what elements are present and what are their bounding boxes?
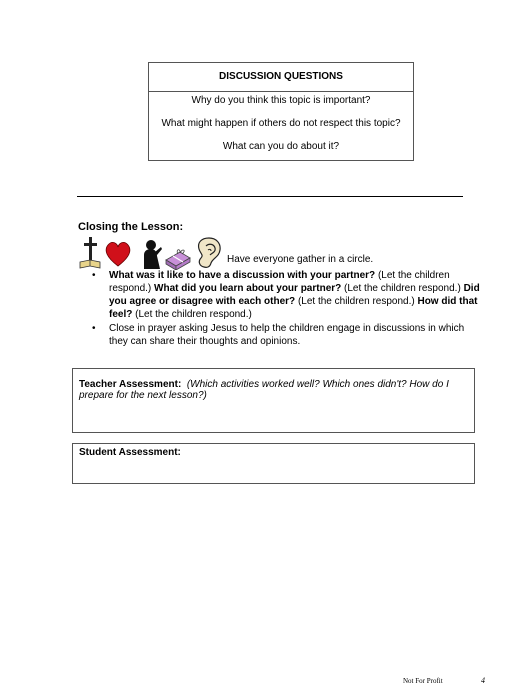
instruction-text: (Let the children respond.)	[341, 283, 464, 294]
discussion-prompt: What did you learn about your partner?	[154, 283, 342, 294]
instruction-text: (Let the children respond.)	[132, 309, 252, 320]
teacher-assessment-box[interactable]	[72, 368, 475, 433]
closing-prayer-text: Close in prayer asking Jesus to help the children engage in discussions in which they can share their thoughts and opinions.	[109, 323, 465, 347]
gift-icon	[166, 250, 190, 270]
closing-heading: Closing the Lesson:	[78, 221, 184, 233]
page-number: 4	[481, 676, 485, 685]
gather-instruction: Have everyone gather in a circle.	[227, 254, 374, 265]
instruction-text: (Let the children respond.)	[295, 296, 418, 307]
closing-bullet-list	[92, 269, 484, 349]
bullet-icon: •	[92, 323, 96, 334]
student-assessment-box[interactable]	[72, 443, 475, 484]
teacher-assessment-prompt: (Which activities worked well? Which ones didn't? How do I prepare for the next lesson?)	[79, 379, 449, 401]
discussion-prompt: Did you agree or disagree with each other?	[109, 283, 480, 307]
discussion-questions-table	[148, 62, 414, 161]
discussion-question: Why do you think this topic is important?	[191, 95, 371, 106]
discussion-prompt: What was it like to have a discussion with your partner?	[109, 270, 376, 281]
discussion-question: What can you do about it?	[222, 141, 340, 152]
horizontal-divider	[77, 196, 463, 197]
closing-icons	[78, 236, 226, 270]
instruction-text: (Let the children respond.)	[109, 270, 450, 294]
student-assessment-label: Student Assessment:	[79, 447, 181, 458]
discussion-prompt: How did that feel?	[109, 296, 478, 320]
discussion-questions-body	[149, 92, 413, 160]
list-item	[92, 322, 484, 348]
teacher-assessment-label: Teacher Assessment:	[79, 379, 182, 390]
cross-bible-icon	[80, 237, 100, 268]
list-item	[92, 269, 484, 321]
heart-icon	[106, 242, 130, 266]
footer-note: Not For Profit	[403, 677, 443, 685]
discussion-question: What might happen if others do not respect this topic?	[161, 118, 401, 129]
discussion-questions-heading: DISCUSSION QUESTIONS	[149, 63, 413, 92]
praying-child-icon	[144, 240, 162, 269]
bullet-icon: •	[92, 270, 96, 281]
ear-icon	[199, 238, 221, 267]
